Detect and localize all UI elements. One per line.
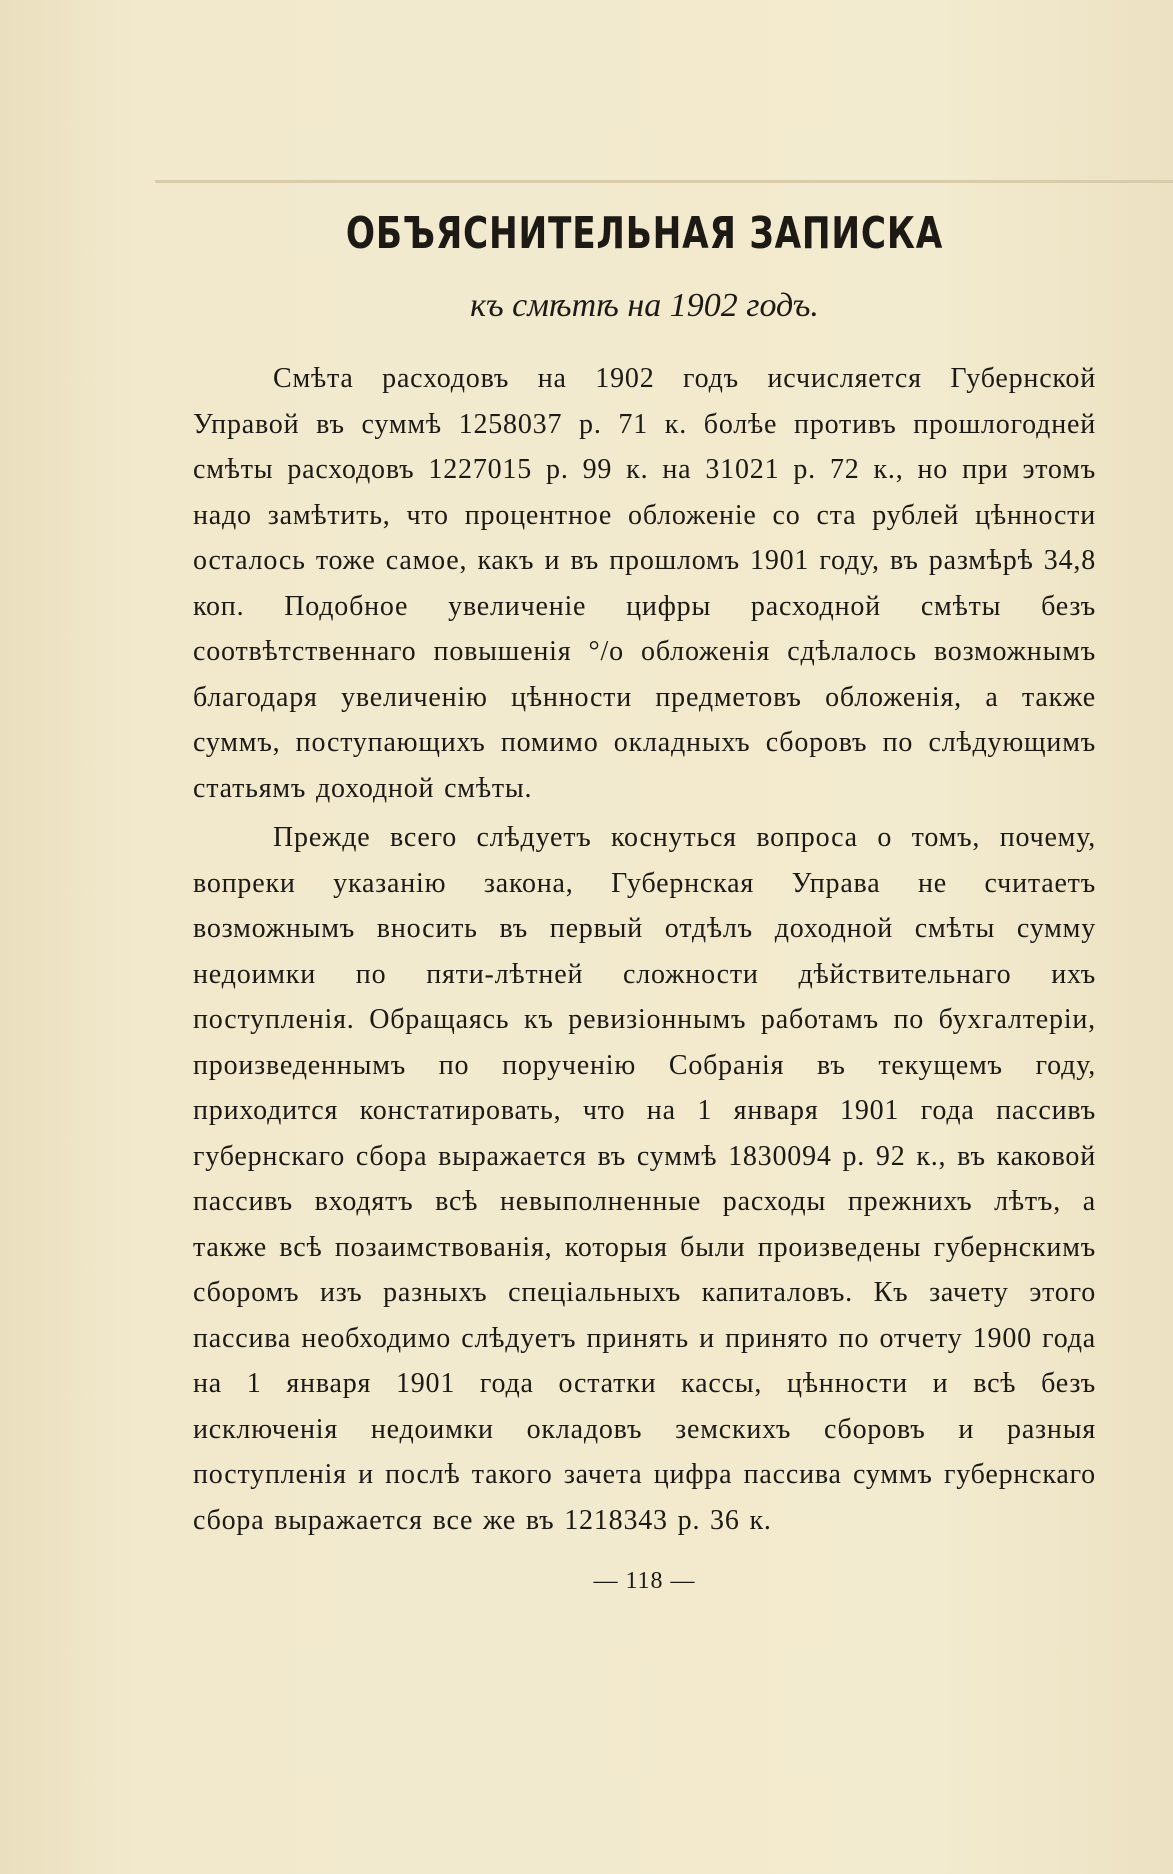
page-top-rule (155, 180, 1173, 183)
document-title: ОБЪЯСНИТЕЛЬНАЯ ЗАПИСКА (345, 208, 944, 259)
document-subtitle: къ смѣтѣ на 1902 годъ. (470, 287, 819, 324)
paragraph-1: Смѣта расходовъ на 1902 годъ исчисляется Губернской Управой въ суммѣ 1258037 р. 71 к. болѣе противъ прошлогодней смѣты расходовъ 1227015 р. 99 к. на 31021 р. 72 к., но при этомъ надо замѣтить, что процентное обложеніе со ста рублей цѣнности осталось тоже самое, какъ и въ прошломъ 1901 году, въ размѣрѣ 34,8 коп. Подобное увеличеніе цифры расходной смѣты безъ соотвѣтственнаго повышенія °/о обложенія сдѣлалось возможнымъ благодаря увеличенію цѣнности предметовъ обложенія, а также суммъ, поступающихъ помимо окладныхъ сборовъ по слѣдующимъ статьямъ доходной смѣты. (193, 363, 1096, 804)
paragraph-2: Прежде всего слѣдуетъ коснуться вопроса о томъ, почему, вопреки указанію закона, Губернская Управа не считаетъ возможнымъ вносить въ первый отдѣлъ доходной смѣты сумму недоимки по пяти-лѣтней сложности дѣйствительнаго ихъ поступленія. Обращаясь къ ревизіоннымъ работамъ по бухгалтеріи, произведеннымъ по порученію Собранія въ текущемъ году, приходится констатировать, что на 1 января 1901 года пассивъ губернскаго сбора выражается въ суммѣ 1830094 р. 92 к., въ каковой пассивъ входятъ всѣ невыполненные расходы прежнихъ лѣтъ, а также всѣ позаимствованія, которыя были произведены губернскимъ сборомъ изъ разныхъ спеціальныхъ капиталовъ. Къ зачету этого пассива необходимо слѣдуетъ принять и принято по отчету 1900 года на 1 января 1901 года остатки кассы, цѣнности и всѣ безъ исключенія недоимки окладовъ земскихъ сборовъ и разныя поступленія и послѣ такого зачета цифра пассива суммъ губернскаго сбора выражается все же въ 1218343 р. 36 к. (193, 822, 1096, 1536)
document-body (193, 200, 1096, 1601)
page-number: — 118 — (593, 1568, 696, 1594)
